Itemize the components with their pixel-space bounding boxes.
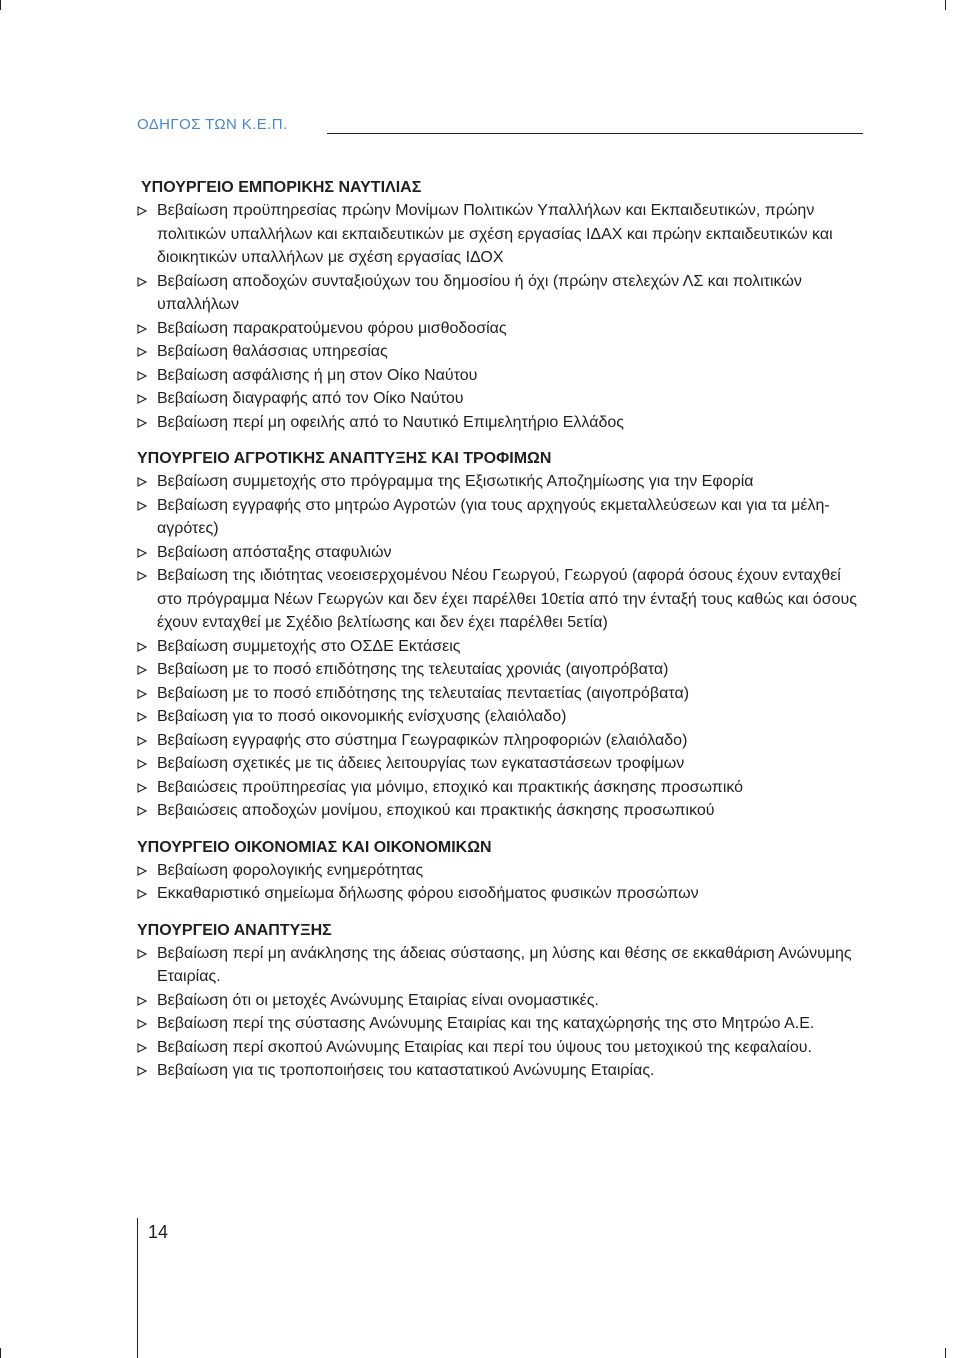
triangle-right-outline-icon (137, 635, 157, 659)
triangle-right-outline-icon (137, 364, 157, 388)
triangle-right-outline-icon (137, 411, 157, 435)
list-item: Βεβαίωση ασφάλισης ή μη στον Οίκο Ναύτου (137, 364, 867, 388)
list-item: Βεβαίωση περί μη ανάκλησης της άδειας σύστασης, μη λύσης και θέσης σε εκκαθάριση Ανώνυμης Εταιρίας. (137, 942, 867, 989)
list-item: Βεβαίωση προϋπηρεσίας πρώην Μονίμων Πολιτικών Υπαλλήλων και Εκπαιδευτικών, πρώην πολιτικών υπαλλήλων και εκπαιδευτικών με σχέση εργασίας ΙΔΑΧ και πρώην εκπαιδευτικών και διοικητικών υπαλλήλων με σχέση εργασίας ΙΔΟΧ (137, 199, 867, 270)
list-item: Βεβαίωση με το ποσό επιδότησης της τελευταίας χρονιάς (αιγοπρόβατα) (137, 658, 867, 682)
crop-mark-top-left (0, 0, 1, 10)
triangle-right-outline-icon (137, 1059, 157, 1083)
item-list (137, 470, 867, 823)
triangle-right-outline-icon (137, 799, 157, 823)
crop-mark-top-right (945, 0, 946, 10)
section-economy-finance (137, 836, 867, 906)
crop-mark-bottom-left (0, 1348, 1, 1358)
triangle-right-outline-icon (137, 317, 157, 341)
list-item: Βεβαίωση παρακρατούμενου φόρου μισθοδοσίας (137, 317, 867, 341)
triangle-right-outline-icon (137, 682, 157, 706)
crop-mark-bottom-right (945, 1348, 946, 1358)
list-item: Βεβαίωση φορολογικής ενημερότητας (137, 859, 867, 883)
triangle-right-outline-icon (137, 541, 157, 565)
list-item: Βεβαίωση εγγραφής στο μητρώο Αγροτών (για τους αρχηγούς εκμεταλλεύσεων και για τα μέλη-αγρότες) (137, 494, 867, 541)
section-development (137, 919, 867, 1083)
list-item: Βεβαίωση περί σκοπού Ανώνυμης Εταιρίας και περί του ύψους του μετοχικού της κεφαλαίου. (137, 1036, 867, 1060)
list-item: Βεβαίωση απόσταξης σταφυλιών (137, 541, 867, 565)
list-item: Βεβαίωση συμμετοχής στο ΟΣΔΕ Εκτάσεις (137, 635, 867, 659)
triangle-right-outline-icon (137, 340, 157, 364)
triangle-right-outline-icon (137, 752, 157, 776)
section-heading: ΥΠΟΥΡΓΕΙΟ ΟΙΚΟΝΟΜΙΑΣ ΚΑΙ ΟΙΚΟΝΟΜΙΚΩΝ (137, 838, 492, 856)
list-item: Βεβαίωση συμμετοχής στο πρόγραμμα της Εξισωτικής Αποζημίωσης για την Εφορία (137, 470, 867, 494)
item-list (137, 199, 867, 434)
triangle-right-outline-icon (137, 705, 157, 729)
section-heading: ΥΠΟΥΡΓΕΙΟ ΕΜΠΟΡΙΚΗΣ ΝΑΥΤΙΛΙΑΣ (141, 179, 422, 196)
list-item: Βεβαίωση της ιδιότητας νεοεισερχομένου Νέου Γεωργού, Γεωργού (αφορά όσους έχουν ενταχθεί στο πρόγραμμα Νέων Γεωργών και δεν έχει παρέλθει 10ετία από την ένταξή τους καθώς και όσους έχουν ενταχθεί με Σχέδιο βελτίωσης και δεν έχει παρέλθει 5ετία) (137, 564, 867, 635)
triangle-right-outline-icon (137, 942, 157, 966)
list-item: Βεβαιώσεις αποδοχών μονίμου, εποχικού και πρακτικής άσκησης προσωπικού (137, 799, 867, 823)
triangle-right-outline-icon (137, 776, 157, 800)
triangle-right-outline-icon (137, 387, 157, 411)
list-item: Βεβαίωση για το ποσό οικονομικής ενίσχυσης (ελαιόλαδο) (137, 705, 867, 729)
list-item: Βεβαίωση για τις τροποποιήσεις του καταστατικού Ανώνυμης Εταιρίας. (137, 1059, 867, 1083)
item-list (137, 859, 867, 906)
list-item: Βεβαίωση θαλάσσιας υπηρεσίας (137, 340, 867, 364)
item-list (137, 942, 867, 1083)
list-item: Βεβαίωση σχετικές με τις άδειες λειτουργίας των εγκαταστάσεων τροφίμων (137, 752, 867, 776)
section-heading: ΥΠΟΥΡΓΕΙΟ ΑΓΡΟΤΙΚΗΣ ΑΝΑΠΤΥΞΗΣ ΚΑΙ ΤΡΟΦΙΜΩΝ (137, 450, 552, 467)
running-header-title: ΟΔΗΓΟΣ ΤΩΝ Κ.Ε.Π. (137, 116, 288, 133)
triangle-right-outline-icon (137, 199, 157, 223)
list-item: Βεβαίωση περί μη οφειλής από το Ναυτικό Επιμελητήριο Ελλάδος (137, 411, 867, 435)
triangle-right-outline-icon (137, 494, 157, 518)
content-body (137, 176, 867, 1096)
list-item: Βεβαίωση ότι οι μετοχές Ανώνυμης Εταιρίας είναι ονομαστικές. (137, 989, 867, 1013)
section-merchant-shipping (137, 176, 867, 434)
list-item: Βεβαίωση περί της σύστασης Ανώνυμης Εταιρίας και της καταχώρησής της στο Μητρώο Α.Ε. (137, 1012, 867, 1036)
triangle-right-outline-icon (137, 470, 157, 494)
list-item: Εκκαθαριστικό σημείωμα δήλωσης φόρου εισοδήματος φυσικών προσώπων (137, 882, 867, 906)
triangle-right-outline-icon (137, 859, 157, 883)
triangle-right-outline-icon (137, 564, 157, 588)
list-item: Βεβαίωση διαγραφής από τον Οίκο Ναύτου (137, 387, 867, 411)
list-item: Βεβαίωση εγγραφής στο σύστημα Γεωγραφικών πληροφοριών (ελαιόλαδο) (137, 729, 867, 753)
triangle-right-outline-icon (137, 989, 157, 1013)
triangle-right-outline-icon (137, 270, 157, 294)
list-item: Βεβαίωση αποδοχών συνταξιούχων του δημοσίου ή όχι (πρώην στελεχών ΛΣ και πολιτικών υπαλλήλων (137, 270, 867, 317)
page-number: 14 (148, 1222, 169, 1242)
triangle-right-outline-icon (137, 1036, 157, 1060)
section-rural-development (137, 447, 867, 823)
page-number-rule (137, 1218, 138, 1358)
list-item: Βεβαιώσεις προϋπηρεσίας για μόνιμο, εποχικό και πρακτικής άσκησης προσωπικό (137, 776, 867, 800)
triangle-right-outline-icon (137, 1012, 157, 1036)
triangle-right-outline-icon (137, 882, 157, 906)
triangle-right-outline-icon (137, 658, 157, 682)
triangle-right-outline-icon (137, 729, 157, 753)
section-heading: ΥΠΟΥΡΓΕΙΟ ΑΝΑΠΤΥΞΗΣ (137, 921, 332, 939)
header-rule (327, 133, 863, 134)
list-item: Βεβαίωση με το ποσό επιδότησης της τελευταίας πενταετίας (αιγοπρόβατα) (137, 682, 867, 706)
